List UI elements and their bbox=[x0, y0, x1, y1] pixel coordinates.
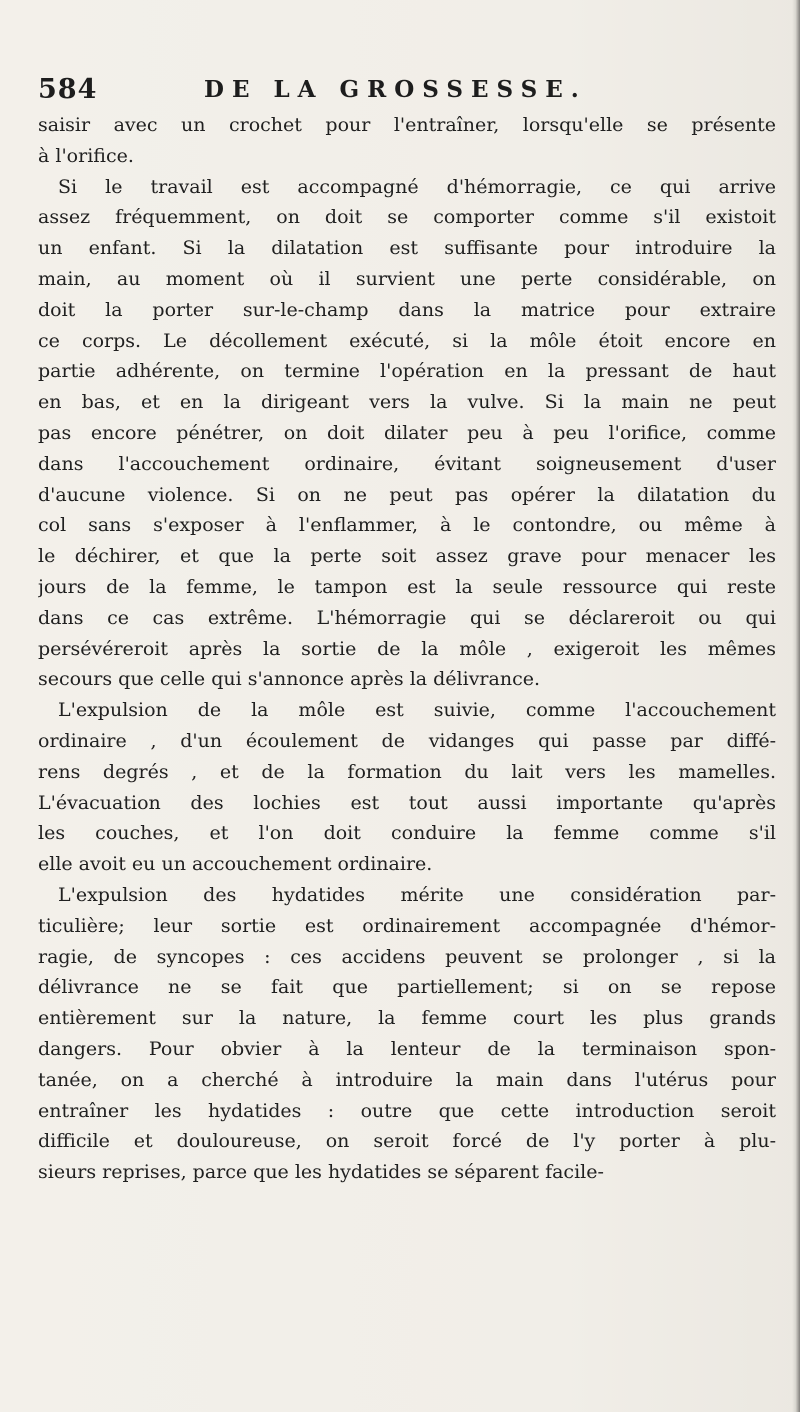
text-line: Si le travail est accompagné d'hémorragie, ce qui arrive bbox=[58, 175, 776, 198]
paragraph bbox=[38, 110, 776, 172]
page-header bbox=[38, 74, 778, 114]
text-line: secours que celle qui s'annonce après la délivrance. bbox=[38, 668, 540, 691]
text-line: entièrement sur la nature, la femme court les plus grands bbox=[38, 1007, 776, 1030]
text-line: jours de la femme, le tampon est la seule ressource qui reste bbox=[38, 575, 776, 598]
text-line: main, au moment où il survient une perte considérable, on bbox=[38, 267, 776, 290]
text-line: doit la porter sur-le-champ dans la matrice pour extraire bbox=[38, 298, 776, 321]
text-line: tanée, on a cherché à introduire la main dans l'utérus pour bbox=[38, 1068, 776, 1091]
text-line: dans ce cas extrême. L'hémorragie qui se déclareroit ou qui bbox=[38, 606, 776, 629]
page-binding-shadow bbox=[792, 0, 800, 1412]
text-line: L'expulsion des hydatides mérite une considération par- bbox=[58, 883, 776, 906]
text-line: entraîner les hydatides : outre que cette introduction seroit bbox=[38, 1099, 776, 1122]
text-line: ordinaire , d'un écoulement de vidanges qui passe par diffé- bbox=[38, 729, 776, 752]
text-line: en bas, et en la dirigeant vers la vulve. Si la main ne peut bbox=[38, 391, 776, 414]
paragraph bbox=[38, 695, 776, 880]
text-line: un enfant. Si la dilatation est suffisante pour introduire la bbox=[38, 237, 776, 260]
text-line: col sans s'exposer à l'enflammer, à le contondre, ou même à bbox=[38, 514, 776, 537]
text-line: les couches, et l'on doit conduire la femme comme s'il bbox=[38, 822, 776, 845]
paragraph bbox=[38, 880, 776, 1188]
text-line: persévéreroit après la sortie de la môle , exigeroit les mêmes bbox=[38, 637, 776, 660]
page-number: 584 bbox=[38, 74, 98, 105]
text-line: difficile et douloureuse, on seroit forcé de l'y porter à plu- bbox=[38, 1130, 776, 1153]
running-title: DE LA GROSSESSE. bbox=[204, 76, 587, 103]
text-line: pas encore pénétrer, on doit dilater peu à peu l'orifice, comme bbox=[38, 421, 776, 444]
text-line: sieurs reprises, parce que les hydatides se séparent facile- bbox=[38, 1161, 604, 1184]
text-line: rens degrés , et de la formation du lait vers les mamelles. bbox=[38, 760, 776, 783]
text-line: délivrance ne se fait que partiellement; si on se repose bbox=[38, 976, 776, 999]
text-line: L'évacuation des lochies est tout aussi importante qu'après bbox=[38, 791, 776, 814]
body-text bbox=[38, 110, 776, 1188]
text-line: L'expulsion de la môle est suivie, comme l'accouchement bbox=[58, 699, 776, 722]
text-line: partie adhérente, on termine l'opération en la pressant de haut bbox=[38, 360, 776, 383]
text-line: elle avoit eu un accouchement ordinaire. bbox=[38, 853, 433, 876]
text-line: saisir avec un crochet pour l'entraîner, lorsqu'elle se présente bbox=[38, 114, 776, 136]
text-line: ticulière; leur sortie est ordinairement accompagnée d'hémor- bbox=[38, 914, 776, 937]
text-line: ragie, de syncopes : ces accidens peuvent se prolonger , si la bbox=[38, 945, 776, 968]
text-line: ce corps. Le décollement exécuté, si la môle étoit encore en bbox=[38, 329, 776, 352]
text-line: assez fréquemment, on doit se comporter comme s'il existoit bbox=[38, 206, 776, 229]
text-line: à l'orifice. bbox=[38, 144, 134, 167]
text-line: dans l'accouchement ordinaire, évitant soigneusement d'user bbox=[38, 452, 776, 475]
text-line: d'aucune violence. Si on ne peut pas opérer la dilatation du bbox=[38, 483, 776, 506]
text-line: dangers. Pour obvier à la lenteur de la terminaison spon- bbox=[38, 1037, 776, 1060]
paragraph bbox=[38, 172, 776, 696]
text-line: le déchirer, et que la perte soit assez grave pour menacer les bbox=[38, 545, 776, 568]
